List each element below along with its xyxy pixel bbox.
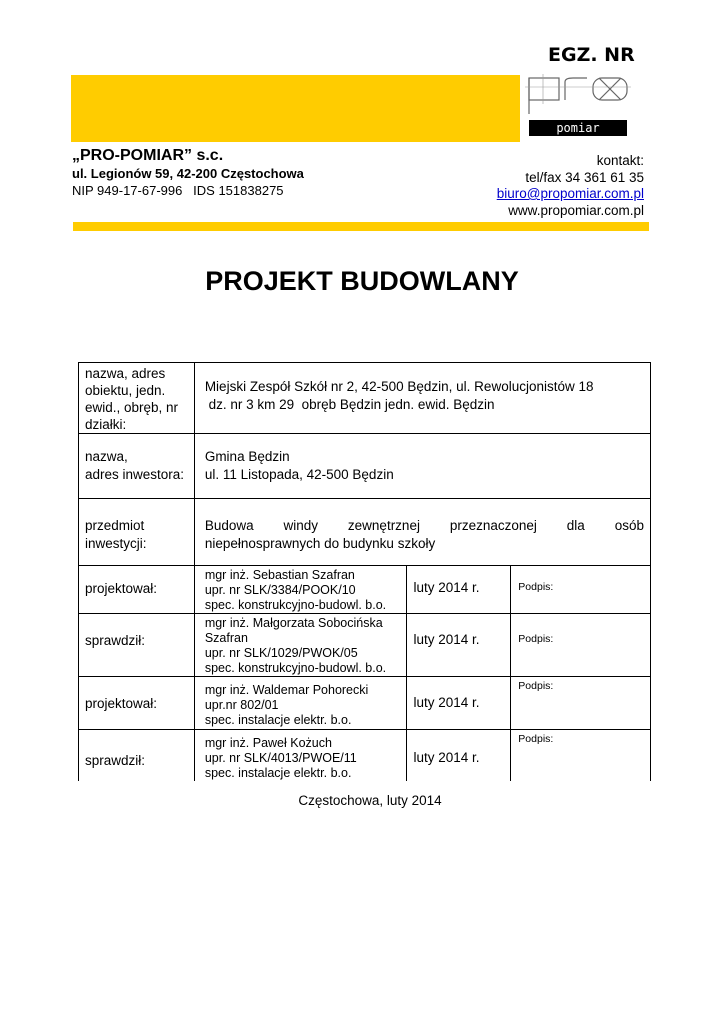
signature-spec: spec. konstrukcyjno-budowl. b.o.: [204, 661, 387, 675]
signature-license: upr. nr SLK/4013/PWOE/11: [204, 751, 357, 765]
signature-name: mgr inż. Paweł Kożuch: [204, 736, 332, 750]
pro-pomiar-logo: [525, 74, 631, 140]
contact-phone: tel/fax 34 361 61 35: [525, 170, 644, 185]
signature-date: luty 2014 r.: [406, 614, 511, 677]
signature-role: sprawdził:: [79, 730, 195, 782]
project-info-table: [78, 362, 651, 781]
document-title: PROJEKT BUDOWLANY: [205, 266, 519, 296]
contact-label: kontakt:: [596, 153, 644, 168]
subject-value: [194, 499, 650, 566]
signature-name: mgr inż. Sebastian Szafran: [204, 568, 355, 582]
object-row: [79, 363, 651, 434]
signature-spec: spec. instalacje elektr. b.o.: [204, 766, 352, 780]
signature-person: [194, 566, 406, 614]
subject-label-2: inwestycji:: [85, 536, 147, 551]
signature-field: Podpis:: [511, 614, 651, 677]
signature-name: mgr inż. Waldemar Pohorecki: [204, 683, 369, 697]
signature-spec: spec. konstrukcyjno-budowl. b.o.: [204, 598, 387, 612]
place-date-footer: Częstochowa, luty 2014: [298, 793, 442, 808]
signature-role: sprawdził:: [79, 614, 195, 677]
investor-label-2: adres inwestora:: [85, 467, 185, 482]
object-line-2: dz. nr 3 km 29 obręb Będzin jedn. ewid. Będzin: [204, 397, 495, 412]
contact-website: www.propomiar.com.pl: [508, 203, 644, 218]
subject-label: [79, 499, 195, 566]
signature-name: mgr inż. Małgorzata Sobocińska Szafran: [204, 616, 383, 645]
signature-person: [194, 730, 406, 782]
signature-license: upr. nr SLK/3384/POOK/10: [204, 583, 356, 597]
subject-label-1: przedmiot: [85, 518, 145, 533]
investor-address: ul. 11 Listopada, 42-500 Będzin: [204, 467, 394, 482]
investor-value: [194, 434, 650, 499]
subject-line-2: niepełnosprawnych do budynku szkoły: [204, 536, 436, 551]
signature-row: [79, 566, 651, 614]
signature-person: [194, 677, 406, 730]
investor-label: [79, 434, 195, 499]
copy-number-label: EGZ. NR: [548, 44, 635, 66]
object-line-1: Miejski Zespół Szkół nr 2, 42-500 Będzin, ul. Rewolucjonistów 18: [204, 379, 594, 394]
company-address: ul. Legionów 59, 42-200 Częstochowa: [72, 166, 304, 181]
header-divider: [73, 222, 649, 231]
signature-role: projektował:: [79, 677, 195, 730]
subject-line-1: Budowa windy zewnętrznej przeznaczonej dla osób: [204, 518, 644, 533]
company-name: „PRO-POMIAR” s.c.: [72, 147, 224, 164]
object-label: nazwa, adres obiektu, jedn. ewid., obręb, nr działki:: [79, 363, 195, 434]
object-value: [194, 363, 650, 434]
signature-role: projektował:: [79, 566, 195, 614]
investor-name: Gmina Będzin: [204, 449, 290, 464]
signature-license: upr.nr 802/01: [204, 698, 279, 712]
signature-date: luty 2014 r.: [406, 730, 511, 782]
signature-row: [79, 614, 651, 677]
company-ids: NIP 949-17-67-996 IDS 151838275: [72, 183, 284, 198]
investor-row: [79, 434, 651, 499]
signature-field: Podpis:: [511, 566, 651, 614]
subject-row: [79, 499, 651, 566]
signature-spec: spec. instalacje elektr. b.o.: [204, 713, 352, 727]
signature-person: [194, 614, 406, 677]
signature-field: Podpis:: [511, 677, 651, 730]
signature-date: luty 2014 r.: [406, 677, 511, 730]
signature-date: luty 2014 r.: [406, 566, 511, 614]
signature-field: Podpis:: [511, 730, 651, 782]
header-yellow-band: [71, 75, 520, 142]
signature-license: upr. nr SLK/1029/PWOK/05: [204, 646, 358, 660]
investor-label-1: nazwa,: [85, 449, 128, 464]
signature-row: [79, 677, 651, 730]
logo-text-bottom: pomiar: [556, 121, 600, 135]
contact-email-link[interactable]: biuro@propomiar.com.pl: [496, 186, 644, 201]
signature-row: [79, 730, 651, 782]
